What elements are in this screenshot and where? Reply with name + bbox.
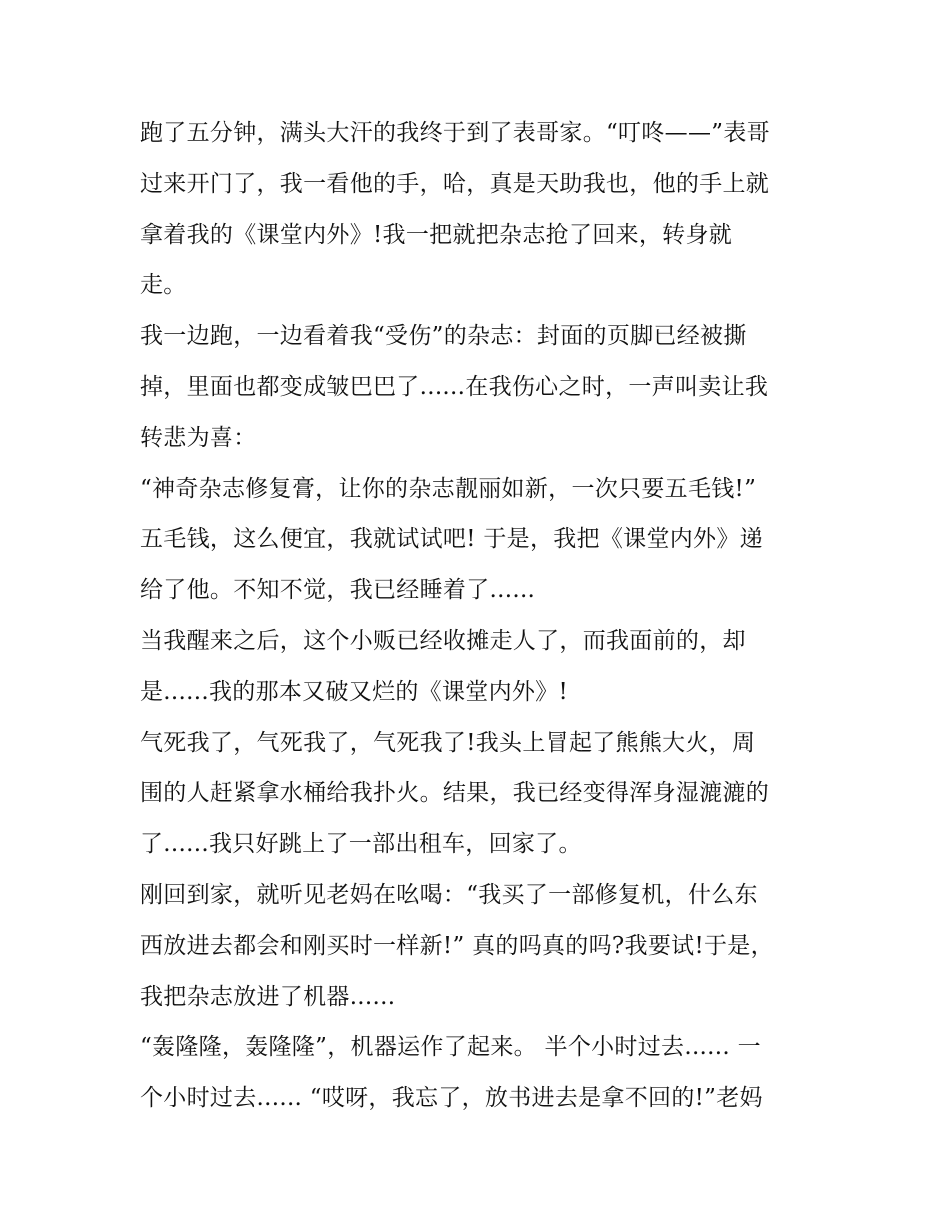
text-line: 当我醒来之后，这个小贩已经收摊走人了，而我面前的，却	[140, 627, 746, 654]
text-line: 掉，里面也都变成皱巴巴了......在我伤心之时，一声叫卖让我	[140, 373, 769, 400]
text-line: 我把杂志放进了机器......	[140, 983, 396, 1010]
text-line: 个小时过去...... “哎呀，我忘了，放书进去是拿不回的!”老妈	[140, 1085, 763, 1112]
text-line: 刚回到家，就听见老妈在吆喝：“我买了一部修复机，什么东	[140, 881, 758, 908]
text-line: 气死我了，气死我了，气死我了!我头上冒起了熊熊大火，周	[140, 729, 756, 756]
text-line: 我一边跑，一边看着我“受伤”的杂志：封面的页脚已经被撕	[140, 323, 747, 350]
text-line: “神奇杂志修复膏，让你的杂志靓丽如新，一次只要五毛钱!”	[140, 475, 757, 502]
text-line: 拿着我的《课堂内外》!我一把就把杂志抢了回来，转身就	[140, 221, 733, 248]
text-line: 跑了五分钟，满头大汗的我终于到了表哥家。“叮咚——”表哥	[140, 120, 770, 146]
text-line: 围的人赶紧拿水桶给我扑火。结果，我已经变得浑身湿漉漉的	[140, 780, 770, 807]
text-line: 转悲为喜：	[140, 424, 257, 451]
text-line: 给了他。不知不觉，我已经睡着了......	[140, 577, 536, 604]
text-line: 西放进去都会和刚买时一样新!” 真的吗真的吗?我要试!于是，	[140, 932, 774, 959]
text-line: 了......我只好跳上了一部出租车，回家了。	[140, 831, 582, 858]
text-line: 走。	[140, 272, 187, 299]
text-line: 是......我的那本又破又烂的《课堂内外》!	[140, 678, 569, 705]
text-line: 过来开门了，我一看他的手，哈，真是天助我也，他的手上就	[140, 170, 770, 197]
story-text	[140, 108, 820, 1124]
text-line: “轰隆隆，轰隆隆”，机器运作了起来。 半个小时过去...... 一	[140, 1034, 761, 1061]
text-line: 五毛钱，这么便宜，我就试试吧! 于是，我把《课堂内外》递	[140, 526, 763, 553]
